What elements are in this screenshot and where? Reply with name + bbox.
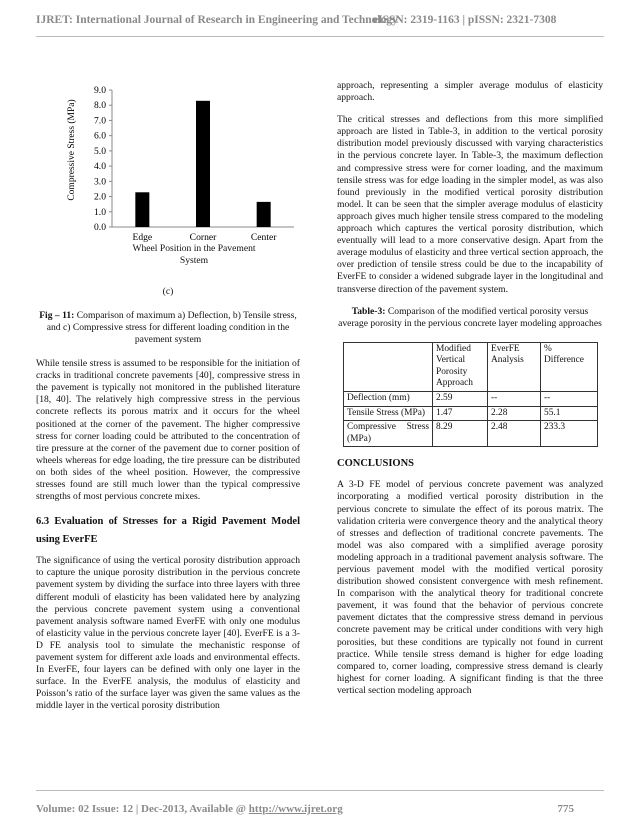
table-header-cell [344,342,433,391]
table-caption-text: Comparison of the modified vertical porosity versus average porosity in the pervious concrete layer modeling approaches [338,305,602,329]
page-footer [36,803,604,815]
compressive-stress-chart [36,80,300,278]
y-tick-label: 6.0 [94,130,106,142]
y-tick-label: 4.0 [94,161,106,173]
table-cell: 8.29 [433,421,488,447]
table-cell: 2.28 [488,406,541,421]
table-cell: -- [488,391,541,406]
x-tick-label: Center [250,232,277,243]
y-tick-label: 0.0 [94,222,106,233]
table-cell: -- [541,391,598,406]
table-cell: Tensile Stress (MPa) [344,406,433,421]
y-tick-label: 8.0 [94,100,106,112]
table-cell: 1.47 [433,406,488,421]
y-tick-label: 7.0 [94,115,106,127]
x-tick-label: Edge [132,232,153,243]
y-tick-label: 1.0 [94,206,106,218]
conclusions-paragraph: A 3-D FE model of pervious concrete pavement was analyzed incorporating a modified vertical porosity distribution in the pervious concrete to simulate the effect of its porous matrix. The validation criteria were convergence theory and the analytical theory of stresses and deflection of traditional concrete pavements. The model was also compared with a simplified average porosity modeling approach in a traditional pavement analysis software. The pervious pavement model with the modified vertical porosity distribution showed consistent convergence with mesh refinement. In comparison with the analytical theory for traditional concrete pavement, it was found that the behavior of pervious concrete pavement dictates that the compressive stress demand in pervious concrete pavement may be critical under conditions with very high porosities, but these conditions are typically not found in current practice. While tensile stress demand is higher for edge loading compared to, corner loading, compressive stress demand is clearly highest for corner loading. A significant finding is that the three vertical section modeling approach [337,479,603,696]
table-row [344,406,598,421]
x-axis-label: Wheel Position in the Pavement System [132,243,256,266]
left-column [36,80,300,722]
footer-volume: Volume: 02 Issue: 12 | Dec-2013, Available @ [36,803,249,815]
y-tick-label: 2.0 [94,191,106,203]
journal-title: IJRET: International Journal of Research in Engineering and Technology [36,14,398,26]
table-cell: Deflection (mm) [344,391,433,406]
figure-sublabel: (c) [162,286,174,298]
table-caption [337,306,603,330]
issn-text: eISSN: 2319-1163 | pISSN: 2321-7308 [373,14,557,26]
x-tick-label: Corner [189,232,217,243]
page-number: 775 [557,803,574,815]
bar-corner [196,101,210,227]
right-column [337,80,603,707]
y-axis-label: Compressive Stress (MPa) [67,99,77,201]
left-paragraph-2: The significance of using the vertical porosity distribution approach to capture the unique porosity distribution in the pervious concrete pavement system by dividing the surface into three layers with three different moduli of elasticity has been validated here by analyzing the pervious concrete pavement system using a conventional pavement analysis software named EverFE with only one modulus of elasticity value in the pervious concrete layer [40]. EverFE is a 3-D FE analysis tool to simulate the mechanistic response of pavement system for different axle loads and environmental effects. In EverFE, four layers can be defined with only one layer in the surface. In the EverFE analysis, the modulus of elasticity and Poisson’s ratio of the surface layer was given the same values as the middle layer in the vertical porosity distribution [36,555,300,712]
table-cell: 2.59 [433,391,488,406]
x-axis-label-box [124,243,264,275]
table-caption-label: Table-3: [351,305,386,317]
table-header-cell: % Difference [541,342,598,391]
y-tick-label: 9.0 [94,85,106,96]
table-row [344,421,598,447]
header-rule [36,36,604,37]
left-paragraph-1: While tensile stress is assumed to be responsible for the initiation of cracks in traditional concrete pavements [40], compressive stress in the pavement is typically not monitored in the published literature [18, 40]. The relatively high compressive stress in the pervious concrete reflects its porous matrix and it occurs for the wheel positioned at the corner of the pavement. The higher compressive stress for corner loading could be attributed to the concentration of tire pressure at the corner of the pavement due to corner position of wheels whereas for edge loading, the tire pressure can be distributed on both sides of the wheel position. However, the compressive stresses found are still much lower than the typical compressive strengths of most pervious concrete mixes. [36,358,300,503]
section-heading: 6.3 Evaluation of Stresses for a Rigid Pavement Model using EverFE [36,516,300,546]
table-cell: 2.48 [488,421,541,447]
table-header-row [344,342,598,391]
right-paragraph-2: The critical stresses and deflections from this more simplified approach are listed in Table-3, in addition to the vertical porosity distribution model previously discussed with varying characteristics in the pervious concrete layer. In Table-3, the maximum deflection and compressive stress were for corner loading, and the maximum tensile stress was for edge loading in the simpler model, as was also found previously in the modified vertical porosity distribution model. It can be seen that the simpler average modulus of elasticity approach gives much higher tensile stress compared to the modeling approach which captures the vertical porosity distribution, which eventually will lead to a more conservative design. Apart from the average modulus of elasticity and three vertical section approach, the over prediction of tensile stress could be due to the incapability of EverFE to consider a widened subgrade layer in the longitudinal and transverse direction of the pavement system. [337,114,603,295]
bar-center [257,202,271,227]
conclusions-heading: CONCLUSIONS [337,458,415,470]
right-paragraph-1: approach, representing a simpler average modulus of elasticity approach. [337,80,603,104]
table-cell: 233.3 [541,421,598,447]
table-header-cell: EverFE Analysis [488,342,541,391]
figure-caption-label: Fig – 11: [39,310,75,322]
footer-link[interactable]: http://www.ijret.org [248,803,343,815]
figure-caption [36,310,300,346]
table-cell: 55.1 [541,406,598,421]
figure-caption-text: Comparison of maximum a) Deflection, b) Tensile stress, and c) Compressive stress for different loading condition in the pavement system [46,310,297,346]
page-header [36,14,606,26]
table-header-cell: Modified Vertical Porosity Approach [433,342,488,391]
y-tick-label: 5.0 [94,145,106,157]
bar-edge [135,192,149,227]
comparison-table [343,342,598,448]
table-row [344,391,598,406]
footer-rule [36,790,604,791]
table-cell: Compressive Stress (MPa) [344,421,433,447]
y-tick-label: 3.0 [94,176,106,188]
